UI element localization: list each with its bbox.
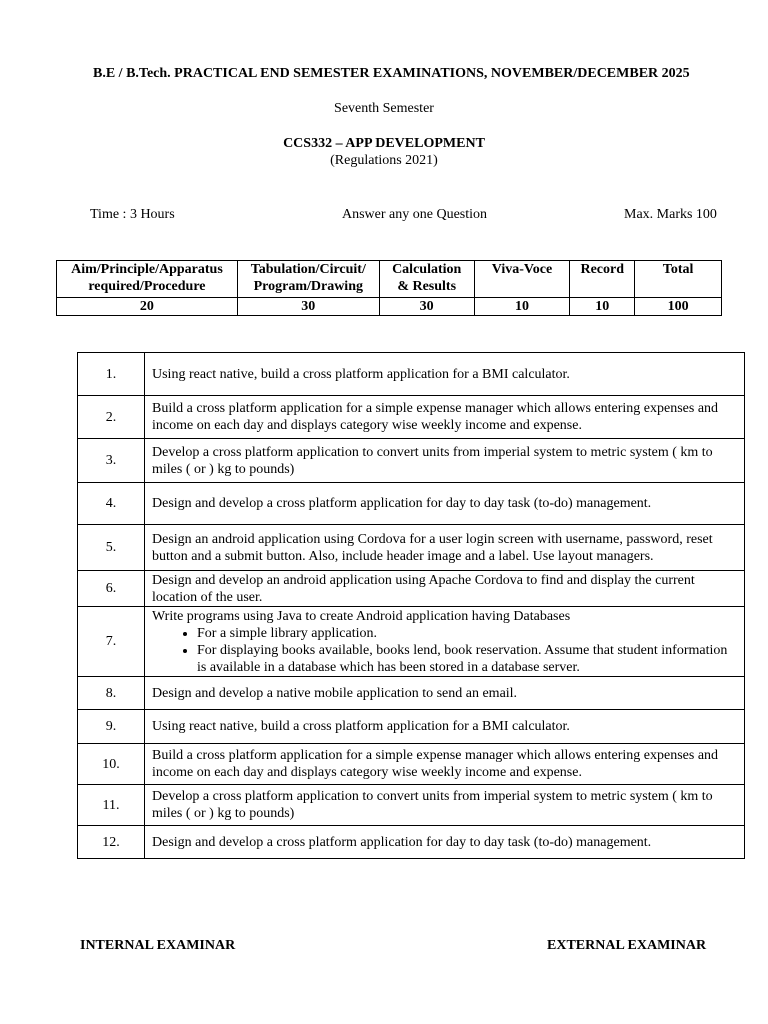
max-marks: Max. Marks 100	[624, 207, 717, 222]
marks-value-cell: 100	[635, 298, 722, 316]
marks-header-cell: Calculation & Results	[379, 261, 474, 298]
question-number: 9.	[78, 710, 145, 744]
question-number: 2.	[78, 396, 145, 439]
question-text: Design an android application using Cordova for a user login screen with username, password, reset button and a submit button. Also, include header image and a label. Use layout managers.	[145, 525, 745, 571]
question-text: Build a cross platform application for a simple expense manager which allows entering expenses and income on each day and displays category wise weekly income and expense.	[145, 744, 745, 785]
question-cell	[145, 607, 745, 677]
question-text: Write programs using Java to create Android application having Databases	[152, 608, 571, 624]
question-text: Design and develop a cross platform application for day to day task (to-do) management.	[145, 483, 745, 525]
question-row	[78, 439, 745, 483]
marks-value-cell: 30	[237, 298, 379, 316]
marks-value-row	[57, 298, 722, 316]
question-number: 1.	[78, 353, 145, 396]
question-number: 4.	[78, 483, 145, 525]
marks-distribution-table	[56, 260, 722, 316]
question-text: Using react native, build a cross platform application for a BMI calculator.	[145, 353, 745, 396]
marks-value-cell: 10	[570, 298, 635, 316]
question-row	[78, 396, 745, 439]
question-number: 6.	[78, 571, 145, 607]
exam-title: B.E / B.Tech. PRACTICAL END SEMESTER EXAMINATIONS, NOVEMBER/DECEMBER 2025	[93, 66, 690, 81]
marks-header-cell: Aim/Principle/Apparatus required/Procedure	[57, 261, 238, 298]
question-number: 12.	[78, 826, 145, 859]
question-number: 3.	[78, 439, 145, 483]
question-row	[78, 826, 745, 859]
course-title: CCS332 – APP DEVELOPMENT	[283, 136, 485, 151]
question-text: Develop a cross platform application to convert units from imperial system to metric system ( km to miles ( or ) kg to pounds)	[145, 785, 745, 826]
question-row	[78, 483, 745, 525]
question-row	[78, 710, 745, 744]
internal-examiner-signature: INTERNAL EXAMINAR	[80, 938, 236, 953]
question-text: Design and develop a native mobile application to send an email.	[145, 677, 745, 710]
exam-instruction: Answer any one Question	[342, 207, 488, 222]
marks-value-cell: 10	[474, 298, 570, 316]
regulations-label: (Regulations 2021)	[330, 153, 438, 168]
marks-header-cell: Tabulation/Circuit/ Program/Drawing	[237, 261, 379, 298]
marks-header-cell: Record	[570, 261, 635, 298]
question-row	[78, 607, 745, 677]
question-row	[78, 353, 745, 396]
marks-value-cell: 20	[57, 298, 238, 316]
question-text: Develop a cross platform application to convert units from imperial system to metric system ( km to miles ( or ) kg to pounds)	[145, 439, 745, 483]
question-text: Using react native, build a cross platform application for a BMI calculator.	[145, 710, 745, 744]
question-bullet: • For a simple library application.	[197, 625, 738, 642]
question-row	[78, 677, 745, 710]
marks-header-cell: Total	[635, 261, 722, 298]
question-text: Design and develop an android application using Apache Cordova to find and display the current location of the user.	[145, 571, 745, 607]
exam-duration: Time : 3 Hours	[90, 207, 175, 222]
question-row	[78, 571, 745, 607]
question-number: 10.	[78, 744, 145, 785]
question-row	[78, 785, 745, 826]
marks-value-cell: 30	[379, 298, 474, 316]
question-text: Build a cross platform application for a simple expense manager which allows entering expenses and income on each day and displays category wise weekly income and expense.	[145, 396, 745, 439]
question-row	[78, 525, 745, 571]
question-number: 5.	[78, 525, 145, 571]
external-examiner-signature: EXTERNAL EXAMINAR	[547, 938, 707, 953]
question-bullet-list	[152, 625, 738, 676]
question-text: Design and develop a cross platform application for day to day task (to-do) management.	[145, 826, 745, 859]
marks-header-row	[57, 261, 722, 298]
marks-header-cell: Viva-Voce	[474, 261, 570, 298]
question-row	[78, 744, 745, 785]
semester-label: Seventh Semester	[334, 101, 434, 116]
question-number: 7.	[78, 607, 145, 677]
question-bullet: • For displaying books available, books lend, book reservation. Assume that student information is available in a database which has been stored in a database server.	[197, 642, 738, 676]
question-number: 8.	[78, 677, 145, 710]
questions-table	[77, 352, 745, 859]
question-number: 11.	[78, 785, 145, 826]
